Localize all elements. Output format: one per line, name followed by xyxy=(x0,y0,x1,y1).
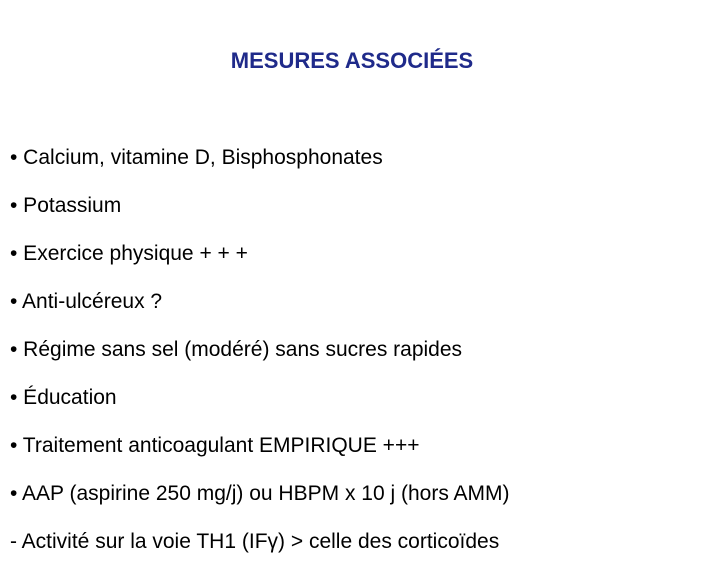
bullet-item: • Régime sans sel (modéré) sans sucres rapides xyxy=(10,338,463,361)
bullet-item: • Calcium, vitamine D, Bisphosphonates xyxy=(10,146,383,169)
bullet-item: • Éducation xyxy=(10,386,117,409)
bullet-item: • Exercice physique + + + xyxy=(10,242,248,265)
bullet-item: • Anti-ulcéreux ? xyxy=(10,290,163,313)
bullet-item: • Potassium xyxy=(10,194,122,217)
bullet-list xyxy=(10,140,509,572)
bullet-item: - Activité sur la voie TH1 (IFγ) > celle des corticoïdes xyxy=(10,530,500,553)
slide-title: MESURES ASSOCIÉES xyxy=(230,48,474,73)
bullet-item: • AAP (aspirine 250 mg/j) ou HBPM x 10 j (hors AMM) xyxy=(10,482,510,505)
bullet-item: • Traitement anticoagulant EMPIRIQUE +++ xyxy=(10,434,420,457)
